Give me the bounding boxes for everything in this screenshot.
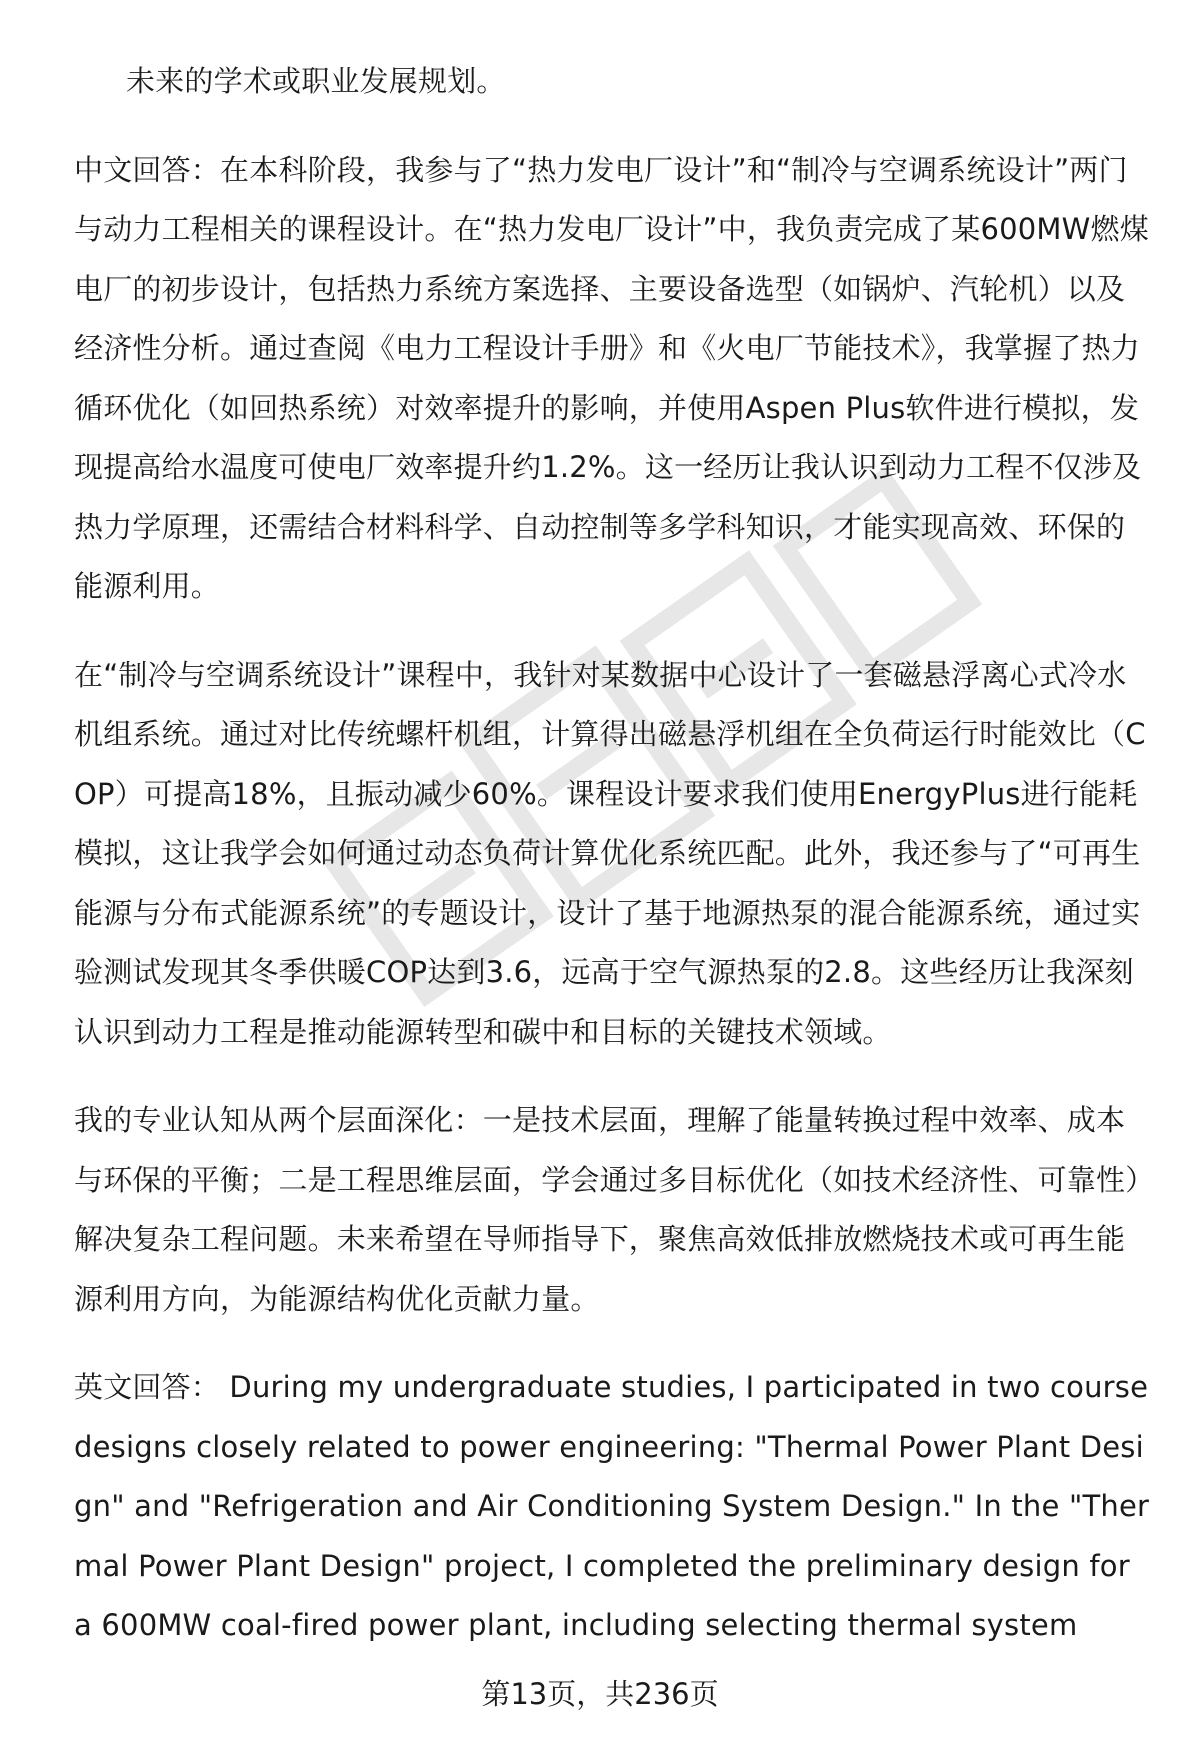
intro-line: 未来的学术或职业发展规划。 [126,64,506,98]
page-indicator: 第13页，共236页 [481,1677,719,1711]
document-body [74,52,1154,1656]
paragraph-chinese-answer: 中文回答：在本科阶段，我参与了“热力发电厂设计”和“制冷与空调系统设计”两门与动力工程相关的课程设计。在“热力发电厂设计”中，我负责完成了某600MW燃煤电厂的初步设计，包括热力系统方案选择、主要设备选型（如锅炉、汽轮机）以及经济性分析。通过查阅《电力工程设计手册》和《火电厂节能技术》，我掌握了热力循环优化（如回热系统）对效率提升的影响，并使用Aspen Plus软件进行模拟，发现提高给水温度可使电厂效率提升约1.2%。这一经历让我认识到动力工程不仅涉及热力学原理，还需结合材料科学、自动控制等多学科知识，才能实现高效、环保的能源利用。 [74,152,1149,603]
paragraph-english-answer: 英文回答： During my undergraduate studies, I participated in two course designs closely related to power engineering: "Thermal Power Plant Design" and "Refrigeration and Air Conditioning System Design." In the "Thermal Power Plant Design" project, I completed the preliminary design for a 600MW coal-fired power plant, including selecting thermal system [74,1370,1150,1642]
paragraph-professional-cognition: 我的专业认知从两个层面深化：一是技术层面，理解了能量转换过程中效率、成本与环保的平衡；二是工程思维层面，学会通过多目标优化（如技术经济性、可靠性）解决复杂工程问题。未来希望在导师指导下，聚焦高效低排放燃烧技术或可再生能源利用方向，为能源结构优化贡献力量。 [74,1103,1140,1316]
paragraph-refrigeration-design: 在“制冷与空调系统设计”课程中，我针对某数据中心设计了一套磁悬浮离心式冷水机组系统。通过对比传统螺杆机组，计算得出磁悬浮机组在全负荷运行时能效比（COP）可提高18%，且振动减少60%。课程设计要求我们使用EnergyPlus进行能耗模拟，这让我学会如何通过动态负荷计算优化系统匹配。此外，我还参与了“可再生能源与分布式能源系统”的专题设计，设计了基于地源热泵的混合能源系统，通过实验测试发现其冬季供暖COP达到3.6，远高于空气源热泵的2.8。这些经历让我深刻认识到动力工程是推动能源转型和碳中和目标的关键技术领域。 [74,657,1146,1049]
